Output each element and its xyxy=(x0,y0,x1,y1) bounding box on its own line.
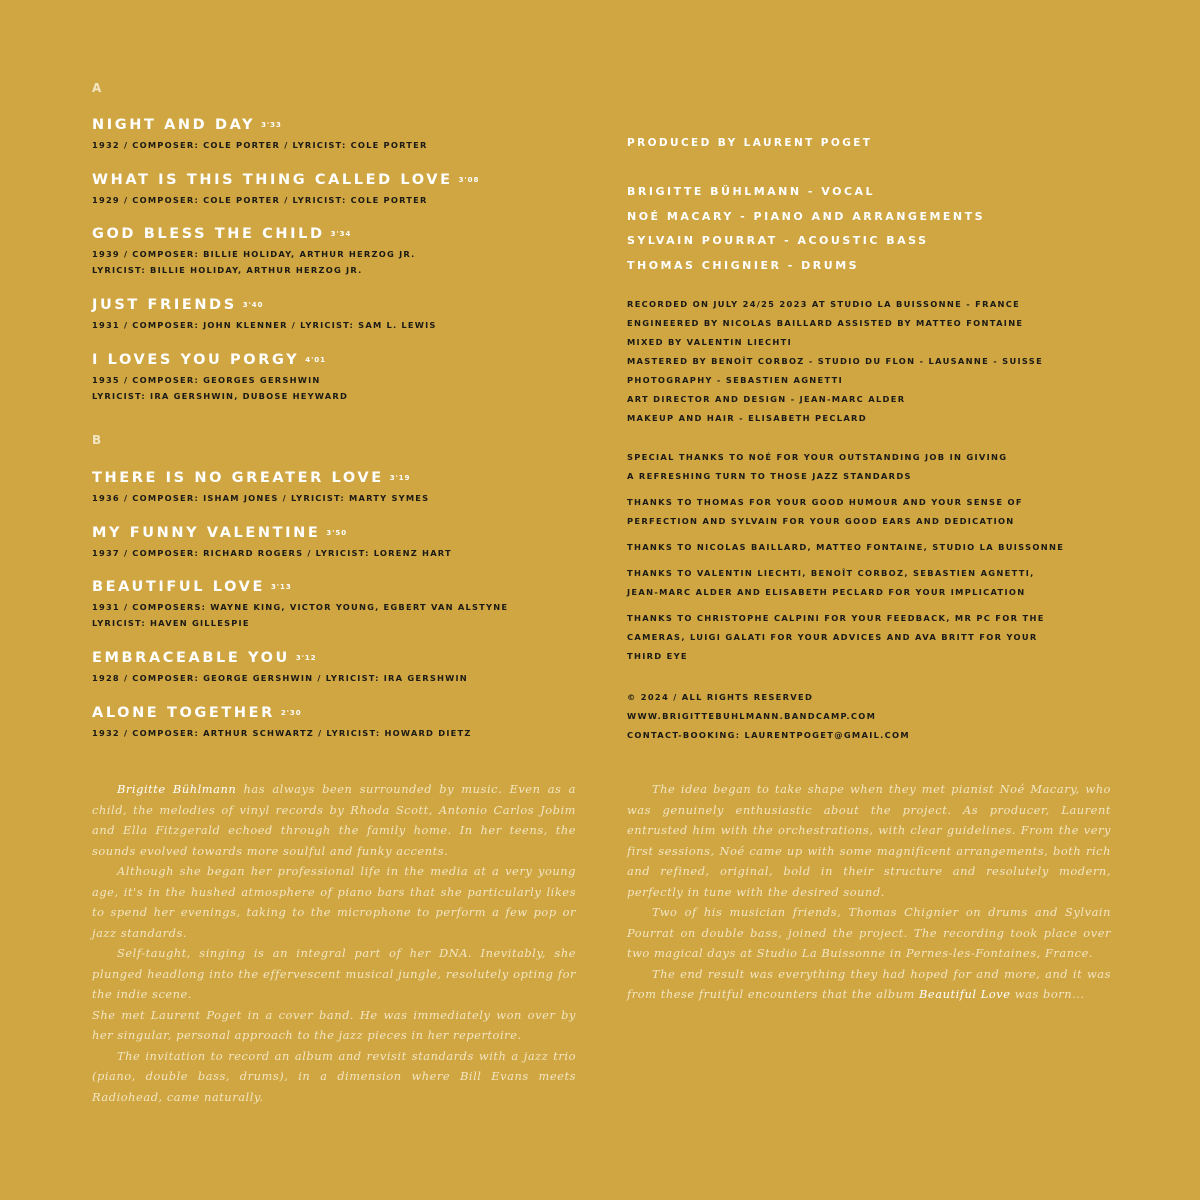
track-info-line: 1936 / COMPOSER: ISHAM JONES / LYRICIST: MARTY SYMES xyxy=(92,493,430,503)
track-info-line: LYRICIST: HAVEN GILLESPIE xyxy=(92,618,250,628)
musician-item: SYLVAIN POURRAT - ACOUSTIC BASS xyxy=(627,234,929,247)
bio-text: Although she began her professional life in the media at a very young age, it's in the hushed atmosphere of piano bars that she particularly likes to spend her evenings, taking to the microphone to perform a few pop or jazz standards. xyxy=(92,864,576,940)
track-title: WHAT IS THIS THING CALLED LOVE xyxy=(92,172,453,188)
thanks-block xyxy=(627,609,1064,666)
musician-item: THOMAS CHIGNIER - DRUMS xyxy=(627,258,860,272)
bio-text: Self-taught, singing is an integral part of her DNA. Inevitably, she plunged headlong into the effervescent musical jungle, resolutely opting for the indie scene. xyxy=(92,946,576,1001)
track-duration: 3'12 xyxy=(295,654,317,662)
track-info xyxy=(92,670,592,686)
bio-text: The idea began to take shape when they met pianist Noé Macary, who was genuinely enthusiastic about the project. As producer, Laurent entrusted him with the orchestrations, with clear guidelines. From the very first sessions, Noé came up with some magnificent arrangements, both rich and refined, original, bold in their structure and resolutely modern, perfectly in tune with the desired sound. xyxy=(627,782,1111,899)
track-b1 xyxy=(92,469,592,506)
track-info-line: 1937 / COMPOSER: RICHARD ROGERS / LYRICIST: LORENZ HART xyxy=(92,548,452,558)
track-duration: 3'34 xyxy=(330,230,352,238)
bio-paragraph xyxy=(92,779,576,861)
bio-text: The end result was everything they had hoped for and more, and it was from these fruitful encounters that the album xyxy=(627,966,1111,1001)
track-a4 xyxy=(92,296,592,333)
bio-text: was born... xyxy=(1010,987,1085,1001)
thanks-line: JEAN-MARC ALDER AND ELISABETH PECLARD FOR YOUR IMPLICATION xyxy=(627,587,1026,597)
thanks-line: THANKS TO THOMAS FOR YOUR GOOD HUMOUR AND YOUR SENSE OF xyxy=(627,497,1023,507)
musicians-list xyxy=(627,180,985,278)
credits-list xyxy=(627,295,1043,428)
thanks-line: THANKS TO CHRISTOPHE CALPINI FOR YOUR FEEDBACK, MR PC FOR THE xyxy=(627,613,1045,623)
track-a1 xyxy=(92,116,592,153)
bio-paragraph xyxy=(92,1046,576,1108)
produced-by: PRODUCED BY LAURENT POGET xyxy=(627,137,873,149)
thanks-block xyxy=(627,448,1064,486)
track-title: THERE IS NO GREATER LOVE xyxy=(92,470,384,486)
thanks-line: PERFECTION AND SYLVAIN FOR YOUR GOOD EARS AND DEDICATION xyxy=(627,516,1015,526)
track-title: ALONE TOGETHER xyxy=(92,705,275,721)
side-b-label: B xyxy=(92,433,103,447)
musician-item: NOÉ MACARY - PIANO AND ARRANGEMENTS xyxy=(627,209,986,223)
track-info xyxy=(92,599,592,631)
contact-email[interactable]: CONTACT-BOOKING: LAURENTPOGET@GMAIL.COM xyxy=(627,730,910,740)
side-a-label: A xyxy=(92,81,103,95)
credit-line: RECORDED ON JULY 24/25 2023 AT STUDIO LA BUISSONNE - FRANCE xyxy=(627,299,1021,309)
track-a2 xyxy=(92,171,592,208)
credit-line: PHOTOGRAPHY - SEBASTIEN AGNETTI xyxy=(627,375,844,385)
thanks-line: THANKS TO NICOLAS BAILLARD, MATTEO FONTAINE, STUDIO LA BUISSONNE xyxy=(627,542,1065,552)
track-info xyxy=(92,137,592,153)
track-b3 xyxy=(92,578,592,631)
track-info xyxy=(92,545,592,561)
track-b4 xyxy=(92,649,592,686)
track-duration: 3'19 xyxy=(389,474,411,482)
track-info-line: 1928 / COMPOSER: GEORGE GERSHWIN / LYRICIST: IRA GERSHWIN xyxy=(92,673,468,683)
bio-paragraph xyxy=(627,902,1111,964)
thanks-block xyxy=(627,538,1064,557)
track-title: JUST FRIENDS xyxy=(92,297,237,313)
track-duration: 2'30 xyxy=(280,709,302,717)
copyright-notice: © 2024 / ALL RIGHTS RESERVED xyxy=(627,692,814,702)
credit-line: ART DIRECTOR AND DESIGN - JEAN-MARC ALDER xyxy=(627,394,906,404)
credit-line: MASTERED BY BENOÎT CORBOZ - STUDIO DU FLON - LAUSANNE - SUISSE xyxy=(627,356,1044,366)
bio-paragraph xyxy=(92,1005,576,1046)
track-title: NIGHT AND DAY xyxy=(92,117,256,133)
bio-text: has always been surrounded by music. Even as a child, the melodies of vinyl records by Rhoda Scott, Antonio Carlos Jobim and Ella Fitzgerald echoed through the family home. In her teens, the sounds evolved towards more soulful and funky accents. xyxy=(92,782,576,858)
track-duration: 3'13 xyxy=(270,583,292,591)
track-duration: 3'40 xyxy=(242,301,264,309)
album-title: Beautiful Love xyxy=(919,987,1011,1001)
track-info-line: 1929 / COMPOSER: COLE PORTER / LYRICIST: COLE PORTER xyxy=(92,195,428,205)
track-info-line: 1932 / COMPOSER: ARTHUR SCHWARTZ / LYRICIST: HOWARD DIETZ xyxy=(92,728,472,738)
track-info xyxy=(92,192,592,208)
track-b2 xyxy=(92,524,592,561)
track-info xyxy=(92,372,592,404)
track-duration: 4'01 xyxy=(305,356,327,364)
thanks-section xyxy=(627,448,1064,673)
track-info xyxy=(92,246,592,278)
track-info-line: 1931 / COMPOSER: JOHN KLENNER / LYRICIST: SAM L. LEWIS xyxy=(92,320,437,330)
track-info xyxy=(92,317,592,333)
credit-line: ENGINEERED BY NICOLAS BAILLARD ASSISTED BY MATTEO FONTAINE xyxy=(627,318,1024,328)
track-title: EMBRACEABLE YOU xyxy=(92,650,290,666)
credit-line: MIXED BY VALENTIN LIECHTI xyxy=(627,337,793,347)
track-a3 xyxy=(92,225,592,278)
track-info-line: LYRICIST: BILLIE HOLIDAY, ARTHUR HERZOG JR. xyxy=(92,265,363,275)
thanks-line: SPECIAL THANKS TO NOÉ FOR YOUR OUTSTANDING JOB IN GIVING xyxy=(627,452,1008,462)
bio-paragraph xyxy=(627,964,1111,1005)
bio-right xyxy=(627,779,1111,1005)
thanks-line: THIRD EYE xyxy=(627,651,688,661)
thanks-line: CAMERAS, LUIGI GALATI FOR YOUR ADVICES AND AVA BRITT FOR YOUR xyxy=(627,632,1038,642)
track-title: GOD BLESS THE CHILD xyxy=(92,226,325,242)
musician-item: BRIGITTE BÜHLMANN - VOCAL xyxy=(627,185,876,198)
track-a5 xyxy=(92,351,592,404)
track-info-line: 1939 / COMPOSER: BILLIE HOLIDAY, ARTHUR HERZOG JR. xyxy=(92,249,416,259)
artist-name: Brigitte Bühlmann xyxy=(117,782,237,796)
track-duration: 3'33 xyxy=(261,121,282,129)
bio-text: Two of his musician friends, Thomas Chignier on drums and Sylvain Pourrat on double bass, joined the project. The recording took place over two magical days at Studio La Buissonne in Pernes-les-Fontaines, France. xyxy=(627,905,1111,960)
bio-text: The invitation to record an album and revisit standards with a jazz trio (piano, double bass, drums), in a dimension where Bill Evans meets Radiohead, came naturally. xyxy=(92,1048,576,1104)
copyright-block xyxy=(627,688,910,745)
track-title: MY FUNNY VALENTINE xyxy=(92,525,321,541)
track-info-line: 1935 / COMPOSER: GEORGES GERSHWIN xyxy=(92,375,321,385)
track-info-line: LYRICIST: IRA GERSHWIN, DUBOSE HEYWARD xyxy=(92,391,349,401)
thanks-line: THANKS TO VALENTIN LIECHTI, BENOÎT CORBOZ, SEBASTIEN AGNETTI, xyxy=(627,568,1035,578)
thanks-block xyxy=(627,564,1064,602)
track-info xyxy=(92,490,592,506)
track-info-line: 1931 / COMPOSERS: WAYNE KING, VICTOR YOUNG, EGBERT VAN ALSTYNE xyxy=(92,602,509,612)
bio-paragraph xyxy=(92,861,576,943)
track-info-line: 1932 / COMPOSER: COLE PORTER / LYRICIST: COLE PORTER xyxy=(92,140,428,150)
bio-text: She met Laurent Poget in a cover band. He was immediately won over by her singular, personal approach to the jazz pieces in her repertoire. xyxy=(92,1007,576,1042)
track-duration: 3'08 xyxy=(458,176,480,184)
track-duration: 3'50 xyxy=(326,529,348,537)
track-info xyxy=(92,725,592,741)
thanks-block xyxy=(627,493,1064,531)
bio-paragraph xyxy=(627,779,1111,902)
track-title: I LOVES YOU PORGY xyxy=(92,352,300,368)
credit-line: MAKEUP AND HAIR - ELISABETH PECLARD xyxy=(627,413,867,423)
track-b5 xyxy=(92,704,592,741)
website-link[interactable]: WWW.BRIGITTEBUHLMANN.BANDCAMP.COM xyxy=(627,711,877,721)
thanks-line: A REFRESHING TURN TO THOSE JAZZ STANDARDS xyxy=(627,471,912,481)
bio-paragraph xyxy=(92,943,576,1005)
bio-left xyxy=(92,779,576,1107)
track-title: BEAUTIFUL LOVE xyxy=(92,579,265,595)
